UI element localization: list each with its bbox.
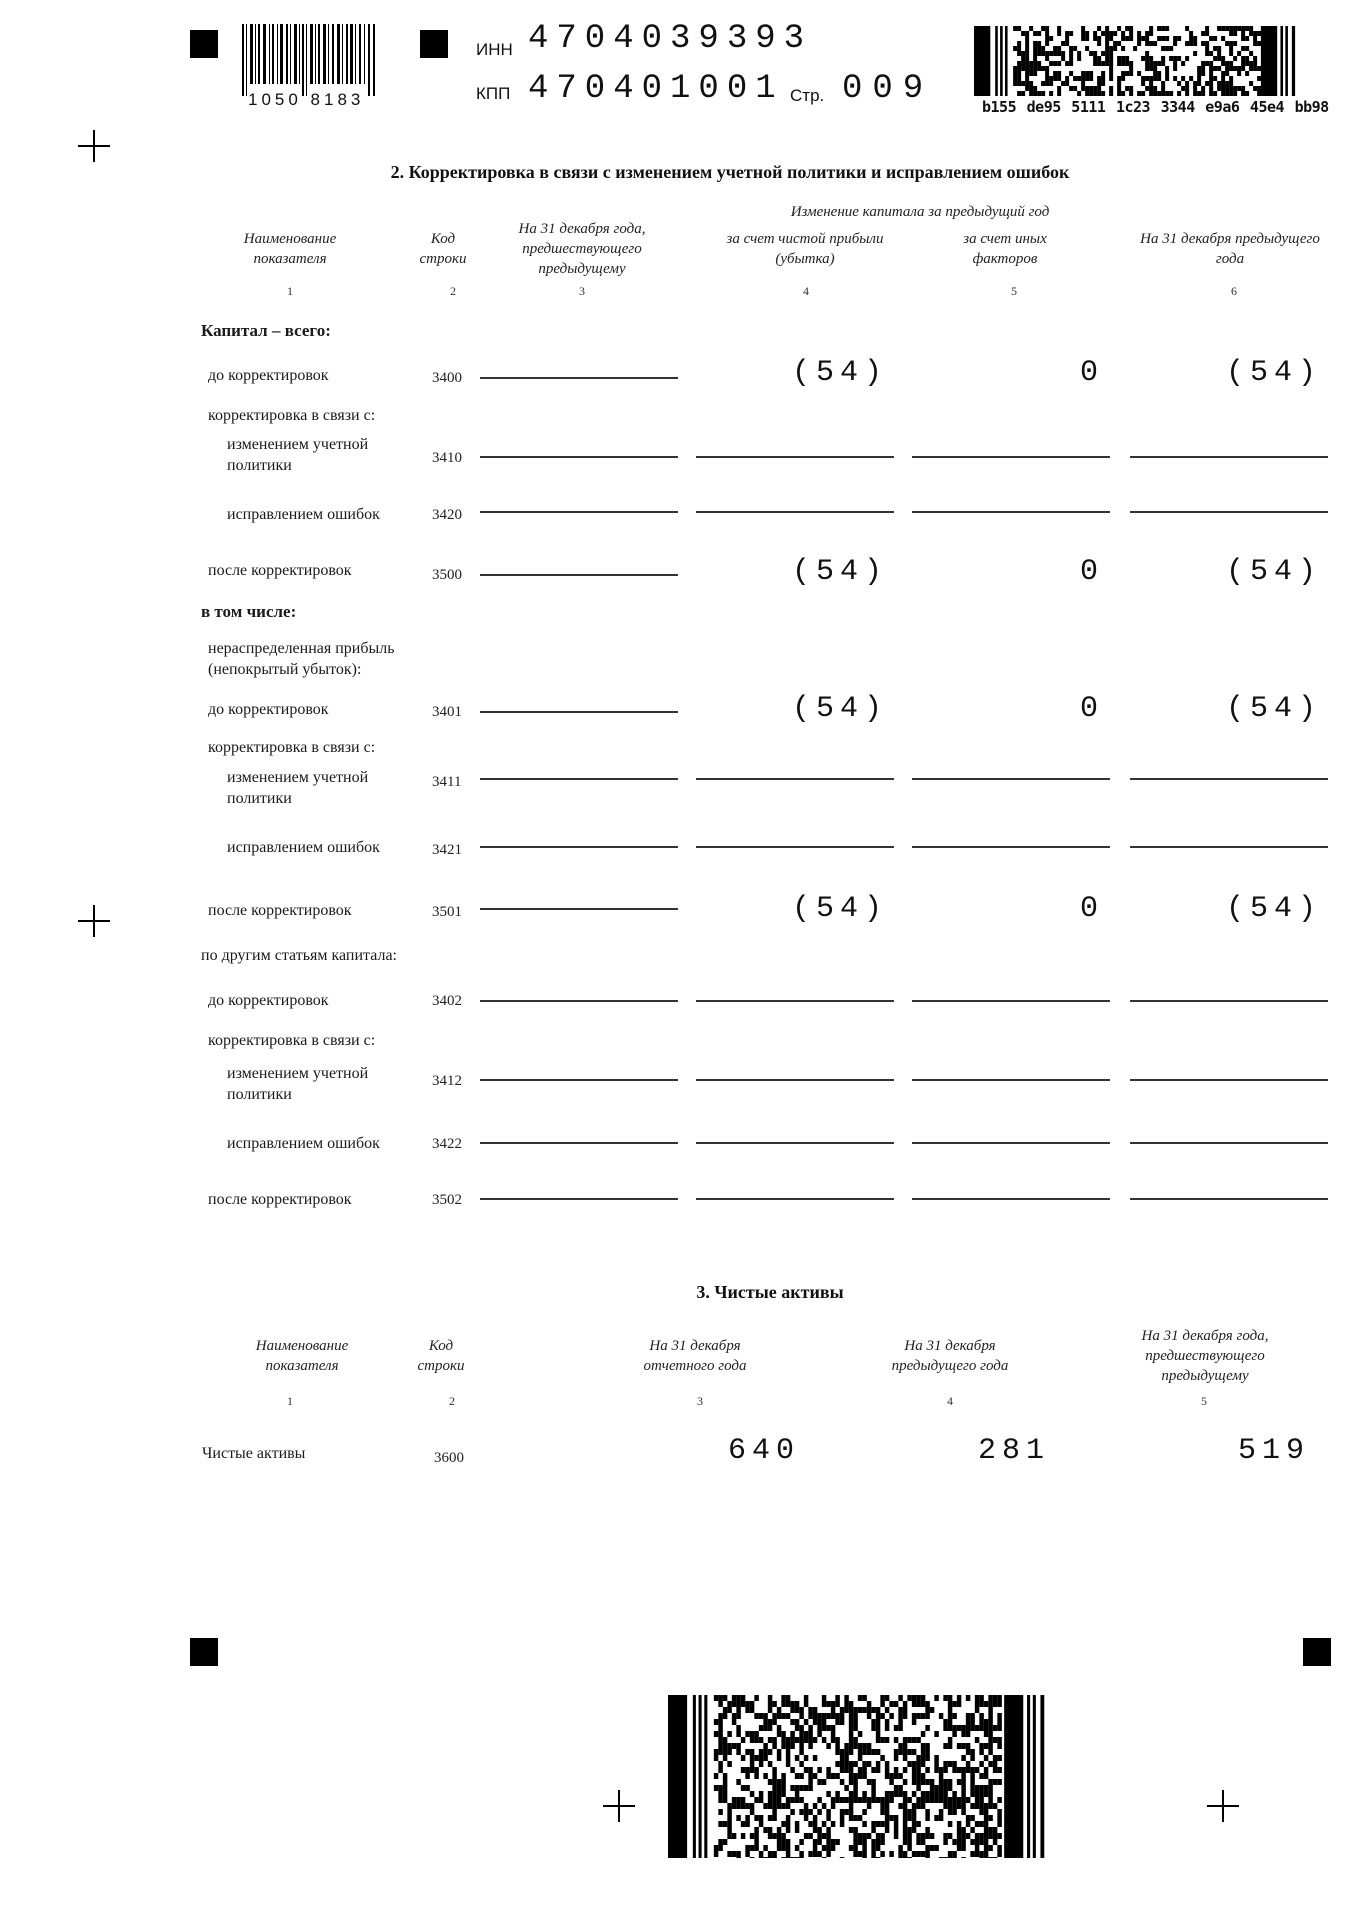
pdf417-barcode bbox=[974, 26, 1300, 96]
value-c6: (54) bbox=[1225, 356, 1322, 390]
row-label: изменением учетной политики bbox=[227, 769, 369, 807]
registration-cross-icon bbox=[78, 905, 110, 937]
empty-field-line bbox=[912, 1079, 1110, 1081]
empty-field-line bbox=[912, 1000, 1110, 1002]
empty-field-line bbox=[480, 1000, 678, 1002]
barcode-hash-text: b155 de95 5111 1c23 3344 e9a6 45e4 bb98 bbox=[982, 98, 1329, 116]
empty-field-line bbox=[480, 1198, 678, 1200]
page-label: Стр. bbox=[790, 86, 825, 105]
page-number: 009 bbox=[842, 70, 934, 108]
col-number: 1 bbox=[287, 284, 293, 298]
empty-field-line bbox=[480, 511, 678, 513]
inn-value: 4704039393 bbox=[528, 20, 813, 58]
inn-label: ИНН bbox=[476, 40, 513, 59]
row-code: 3410 bbox=[432, 450, 462, 466]
row-code: 3422 bbox=[432, 1136, 462, 1152]
row-code: 3412 bbox=[432, 1073, 462, 1089]
empty-field-line bbox=[1130, 456, 1328, 458]
value-c4: (54) bbox=[791, 555, 888, 589]
row-code: 3400 bbox=[432, 370, 462, 386]
row-label: после корректировок bbox=[208, 902, 352, 919]
empty-field-line bbox=[1130, 511, 1328, 513]
value-c5: 0 bbox=[1079, 692, 1104, 726]
value-c4: (54) bbox=[791, 356, 888, 390]
group-heading: нераспределенная прибыль (непокрытый убыток): bbox=[208, 640, 395, 678]
row-code: 3411 bbox=[432, 774, 462, 790]
empty-field-line bbox=[480, 846, 678, 848]
value-c6: (54) bbox=[1225, 692, 1322, 726]
col-number: 4 bbox=[947, 1394, 953, 1408]
row-code: 3420 bbox=[432, 507, 462, 523]
col-header-c4: за счет чистой прибыли (убытка) bbox=[726, 231, 884, 267]
net-assets-code: 3600 bbox=[434, 1450, 464, 1466]
empty-field-line bbox=[480, 1079, 678, 1081]
row-code: 3502 bbox=[432, 1192, 462, 1208]
row-code: 3500 bbox=[432, 567, 462, 583]
corner-marker bbox=[190, 30, 218, 58]
empty-field-line bbox=[696, 1198, 894, 1200]
row-label: изменением учетной политики bbox=[227, 1065, 369, 1103]
empty-field-line bbox=[912, 1198, 1110, 1200]
col-header-c5: за счет иных факторов bbox=[963, 231, 1047, 267]
empty-field-line bbox=[696, 1000, 894, 1002]
group-heading: Капитал – всего: bbox=[201, 321, 331, 340]
col-number: 1 bbox=[287, 1394, 293, 1408]
empty-field-line bbox=[696, 1079, 894, 1081]
kpp-label: КПП bbox=[476, 84, 511, 103]
row-label: исправлением ошибок bbox=[227, 506, 380, 523]
row-label: после корректировок bbox=[208, 562, 352, 579]
row-label: корректировка в связи с: bbox=[208, 739, 376, 756]
section3-title: 3. Чистые активы bbox=[696, 1282, 844, 1302]
empty-field-line bbox=[696, 778, 894, 780]
empty-field-line bbox=[696, 511, 894, 513]
group-heading: в том числе: bbox=[201, 602, 297, 621]
empty-field-line bbox=[912, 456, 1110, 458]
row-label: до корректировок bbox=[208, 701, 329, 718]
net-assets-year-before: 519 bbox=[1237, 1434, 1310, 1468]
col-number: 6 bbox=[1231, 284, 1237, 298]
net-assets-label: Чистые активы bbox=[202, 1445, 306, 1462]
value-c5: 0 bbox=[1079, 555, 1104, 589]
empty-field-line bbox=[912, 846, 1110, 848]
empty-field-line bbox=[912, 1142, 1110, 1144]
empty-field-line bbox=[696, 456, 894, 458]
row-label: исправлением ошибок bbox=[227, 839, 380, 856]
s3-col-header-c4: На 31 декабря предыдущего года bbox=[891, 1338, 1009, 1374]
empty-field-line bbox=[1130, 846, 1328, 848]
row-code: 3421 bbox=[432, 842, 462, 858]
s3-col-header-c3: На 31 декабря отчетного года bbox=[643, 1338, 747, 1374]
registration-cross-icon bbox=[603, 1790, 635, 1822]
empty-field-line bbox=[912, 778, 1110, 780]
row-label: исправлением ошибок bbox=[227, 1135, 380, 1152]
empty-field-line bbox=[480, 1142, 678, 1144]
col-number: 5 bbox=[1011, 284, 1017, 298]
row-code: 3501 bbox=[432, 904, 462, 920]
empty-field-line bbox=[696, 846, 894, 848]
col-number: 3 bbox=[697, 1394, 703, 1408]
corner-marker bbox=[420, 30, 448, 58]
col-number: 4 bbox=[803, 284, 809, 298]
row-code: 3402 bbox=[432, 993, 462, 1009]
empty-field-line bbox=[480, 711, 678, 713]
empty-field-line bbox=[480, 908, 678, 910]
corner-marker bbox=[1303, 1638, 1331, 1666]
net-assets-current-year: 640 bbox=[727, 1434, 800, 1468]
value-c4: (54) bbox=[791, 692, 888, 726]
empty-field-line bbox=[480, 377, 678, 379]
empty-field-line bbox=[480, 456, 678, 458]
value-c5: 0 bbox=[1079, 892, 1104, 926]
value-c6: (54) bbox=[1225, 892, 1322, 926]
empty-field-line bbox=[1130, 1142, 1328, 1144]
col-header-name: Наименование показателя bbox=[243, 231, 337, 267]
empty-field-line bbox=[696, 1142, 894, 1144]
col-header-group: Изменение капитала за предыдущий год bbox=[790, 204, 1050, 220]
kpp-value: 470401001 bbox=[528, 70, 784, 108]
col-header-c3: На 31 декабря года, предшествующего предыдущему bbox=[518, 221, 646, 277]
s3-col-header-name: Наименование показателя bbox=[255, 1338, 349, 1374]
value-c5: 0 bbox=[1079, 356, 1104, 390]
row-label: корректировка в связи с: bbox=[208, 1032, 376, 1049]
col-number: 2 bbox=[450, 284, 456, 298]
row-label: до корректировок bbox=[208, 367, 329, 384]
col-number: 5 bbox=[1201, 1394, 1207, 1408]
s3-col-header-c5: На 31 декабря года, предшествующего предыдущему bbox=[1141, 1328, 1269, 1384]
empty-field-line bbox=[912, 511, 1110, 513]
section2-title: 2. Корректировка в связи с изменением учетной политики и исправлением ошибок bbox=[390, 162, 1070, 182]
group-heading: по другим статьям капитала: bbox=[201, 947, 397, 964]
row-label: после корректировок bbox=[208, 1191, 352, 1208]
s3-col-header-code: Код строки bbox=[417, 1338, 465, 1374]
col-header-c6: На 31 декабря предыдущего года bbox=[1140, 231, 1320, 267]
empty-field-line bbox=[1130, 1198, 1328, 1200]
row-label: до корректировок bbox=[208, 992, 329, 1009]
col-header-code: Код строки bbox=[419, 231, 467, 267]
barcode-number: 1050 8183 bbox=[248, 90, 365, 109]
registration-cross-icon bbox=[78, 130, 110, 162]
row-code: 3401 bbox=[432, 704, 462, 720]
empty-field-line bbox=[480, 574, 678, 576]
value-c4: (54) bbox=[791, 892, 888, 926]
net-assets-previous-year: 281 bbox=[977, 1434, 1050, 1468]
linear-barcode bbox=[242, 24, 376, 96]
empty-field-line bbox=[480, 778, 678, 780]
registration-cross-icon bbox=[1207, 1790, 1239, 1822]
pdf417-barcode-bottom bbox=[668, 1695, 1050, 1858]
corner-marker bbox=[190, 1638, 218, 1666]
row-label: корректировка в связи с: bbox=[208, 407, 376, 424]
empty-field-line bbox=[1130, 778, 1328, 780]
col-number: 3 bbox=[579, 284, 585, 298]
row-label: изменением учетной политики bbox=[227, 436, 369, 474]
col-number: 2 bbox=[449, 1394, 455, 1408]
value-c6: (54) bbox=[1225, 555, 1322, 589]
empty-field-line bbox=[1130, 1079, 1328, 1081]
empty-field-line bbox=[1130, 1000, 1328, 1002]
